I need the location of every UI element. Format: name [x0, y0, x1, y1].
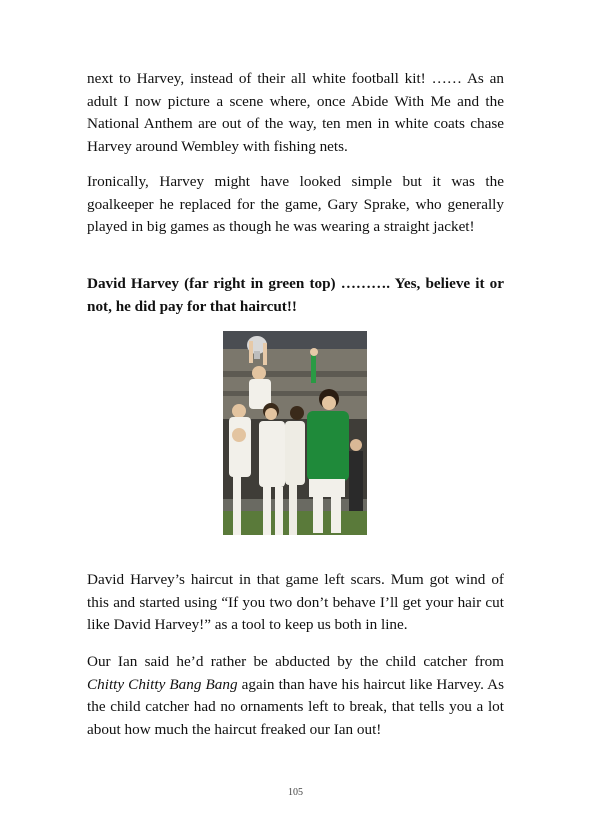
film-title: Chitty Chitty Bang Bang: [87, 675, 238, 693]
paragraph-4-end: again than have his haircut like Harvey. As the child catcher had no ornaments left to break, that tells you a lot about how much the haircut freaked our Ian out!: [87, 675, 504, 738]
paragraph-block-3: [87, 569, 504, 637]
paragraph-block-2: [87, 171, 504, 239]
photo-caption: David Harvey (far right in green top) ………. Yes, believe it or not, he did pay for that haircut!!: [87, 275, 504, 315]
team-celebration-photo: [223, 331, 367, 535]
caption-block: [87, 273, 504, 318]
paragraph-4: [87, 651, 504, 741]
paragraph-block-4: [87, 651, 504, 741]
page-number: 105: [288, 787, 303, 798]
paragraph-2: Ironically, Harvey might have looked simple but it was the goalkeeper he replaced for the game, Gary Sprake, who generally played in big games as though he was wearing a straight jacket!: [87, 173, 504, 235]
paragraph-3: David Harvey’s haircut in that game left scars. Mum got wind of this and started using “If you two don’t behave I’ll get your hair cut like David Harvey!” as a tool to keep us both in line.: [87, 571, 504, 633]
paragraph-4-start: Our Ian said he’d rather be abducted by the child catcher from: [87, 653, 504, 670]
paragraph-block-1: [87, 68, 504, 158]
paragraph-1: next to Harvey, instead of their all white football kit! …… As an adult I now picture a scene where, once Abide With Me and the National Anthem are out of the way, ten men in white coats chase Harvey around Wembley with fishing nets.: [87, 70, 504, 155]
